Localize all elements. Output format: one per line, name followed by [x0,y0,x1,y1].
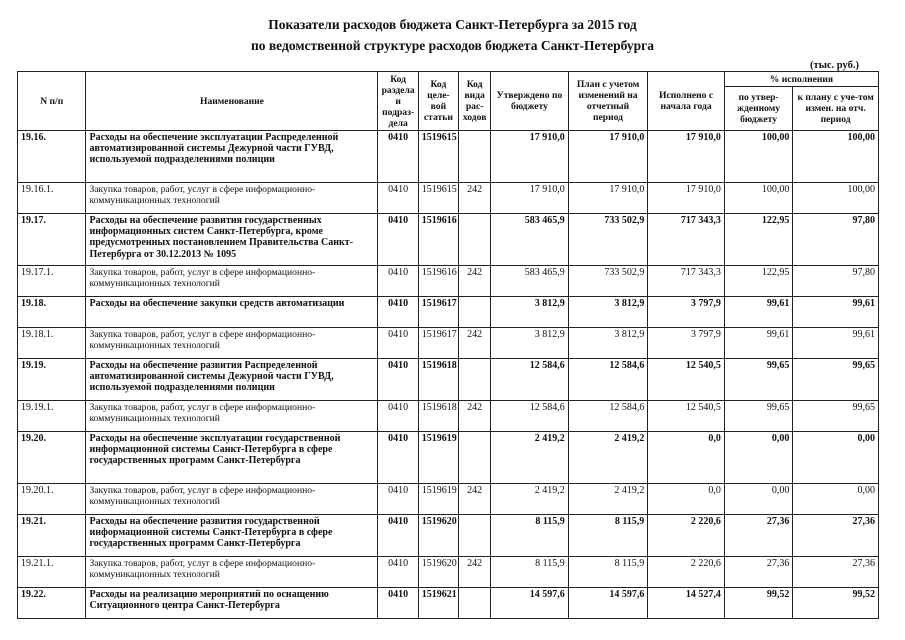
header-np: N п/п [18,72,86,131]
row-pct-utv: 0,00 [724,432,792,484]
row-pct-plan: 97,80 [793,214,879,266]
row-vid [459,359,491,401]
row-name: Расходы на обеспечение эксплуатации государственной информационной системы Санкт-Петербурга в сфере государственных программ Санкт-Петербурга [86,432,378,484]
table-row [18,266,879,297]
row-razdel: 0410 [378,297,418,328]
row-razdel: 0410 [378,266,418,297]
header-pct-plan: к плану с уче-том измен. на отч. период [793,87,879,131]
row-pct-plan: 100,00 [793,131,879,183]
row-isp: 14 527,4 [648,588,725,619]
header-pct-utv: по утвер-жденному бюджету [724,87,792,131]
row-number: 19.17. [18,214,86,266]
row-isp: 12 540,5 [648,359,725,401]
table-row [18,401,879,432]
row-utv: 583 465,9 [491,214,569,266]
table-row [18,328,879,359]
table-row [18,432,879,484]
row-razdel: 0410 [378,432,418,484]
row-utv: 8 115,9 [491,515,569,557]
row-razdel: 0410 [378,183,418,214]
row-name: Расходы на обеспечение эксплуатации Распределенной автоматизированной системы Дежурной части ГУВД, используемой подразделениями полиции [86,131,378,183]
row-plan: 3 812,9 [568,328,648,359]
row-razdel: 0410 [378,328,418,359]
row-utv: 8 115,9 [491,557,569,588]
table-row [18,557,879,588]
row-statia: 1519619 [418,432,458,484]
row-vid [459,214,491,266]
table-row [18,484,879,515]
row-name: Закупка товаров, работ, услуг в сфере информационно-коммуникационных технологий [86,328,378,359]
row-name: Расходы на обеспечение развития Распределенной автоматизированной системы Дежурной части ГУВД, используемой подразделениями полиции [86,359,378,401]
row-utv: 12 584,6 [491,401,569,432]
row-isp: 0,0 [648,432,725,484]
row-statia: 1519615 [418,183,458,214]
header-isp: Исполнено с начала года [648,72,725,131]
row-pct-plan: 0,00 [793,484,879,515]
row-isp: 17 910,0 [648,131,725,183]
row-pct-plan: 27,36 [793,515,879,557]
table-row [18,515,879,557]
row-name: Закупка товаров, работ, услуг в сфере информационно-коммуникационных технологий [86,183,378,214]
row-statia: 1519617 [418,328,458,359]
row-isp: 17 910,0 [648,183,725,214]
table-row [18,359,879,401]
row-razdel: 0410 [378,131,418,183]
row-plan: 14 597,6 [568,588,648,619]
row-vid: 242 [459,328,491,359]
row-number: 19.21. [18,515,86,557]
row-pct-plan: 100,00 [793,183,879,214]
row-pct-utv: 0,00 [724,484,792,515]
header-name: Наименование [86,72,378,131]
units-label: (тыс. руб.) [810,60,859,71]
header-utv: Утверждено по бюджету [491,72,569,131]
row-name: Закупка товаров, работ, услуг в сфере информационно-коммуникационных технологий [86,557,378,588]
row-utv: 3 812,9 [491,328,569,359]
row-utv: 17 910,0 [491,131,569,183]
row-plan: 733 502,9 [568,266,648,297]
row-vid: 242 [459,266,491,297]
row-name: Расходы на реализацию мероприятий по оснащению Ситуационного центра Санкт-Петербурга [86,588,378,619]
row-pct-utv: 27,36 [724,557,792,588]
row-razdel: 0410 [378,214,418,266]
row-vid: 242 [459,557,491,588]
expenditure-table [17,71,879,619]
row-plan: 2 419,2 [568,432,648,484]
header-razdel: Код раздела и подраз-дела [378,72,418,131]
row-pct-plan: 0,00 [793,432,879,484]
row-pct-utv: 27,36 [724,515,792,557]
header-plan: План с учетом изменений на отчетный период [568,72,648,131]
row-number: 19.20.1. [18,484,86,515]
row-plan: 3 812,9 [568,297,648,328]
row-isp: 2 220,6 [648,557,725,588]
row-plan: 12 584,6 [568,401,648,432]
row-vid [459,297,491,328]
row-number: 19.16. [18,131,86,183]
row-pct-utv: 100,00 [724,131,792,183]
row-name: Расходы на обеспечение закупки средств автоматизации [86,297,378,328]
row-isp: 717 343,3 [648,214,725,266]
row-isp: 0,0 [648,484,725,515]
row-plan: 17 910,0 [568,131,648,183]
row-pct-plan: 99,65 [793,359,879,401]
row-statia: 1519615 [418,131,458,183]
row-name: Закупка товаров, работ, услуг в сфере информационно-коммуникационных технологий [86,401,378,432]
header-vid: Код вида рас-ходов [459,72,491,131]
row-razdel: 0410 [378,588,418,619]
row-number: 19.19.1. [18,401,86,432]
row-pct-utv: 99,65 [724,401,792,432]
table-body [18,131,879,619]
row-name: Закупка товаров, работ, услуг в сфере информационно-коммуникационных технологий [86,484,378,515]
row-pct-plan: 99,52 [793,588,879,619]
row-razdel: 0410 [378,401,418,432]
row-number: 19.17.1. [18,266,86,297]
row-plan: 8 115,9 [568,557,648,588]
row-pct-utv: 122,95 [724,214,792,266]
row-utv: 12 584,6 [491,359,569,401]
row-pct-utv: 99,65 [724,359,792,401]
row-pct-utv: 100,00 [724,183,792,214]
report-title-line1: Показатели расходов бюджета Санкт-Петербурга за 2015 год [268,17,637,32]
row-vid: 242 [459,484,491,515]
row-pct-utv: 99,61 [724,297,792,328]
row-pct-utv: 99,61 [724,328,792,359]
table-row [18,131,879,183]
table-row [18,297,879,328]
row-utv: 2 419,2 [491,484,569,515]
row-razdel: 0410 [378,557,418,588]
row-vid: 242 [459,183,491,214]
row-statia: 1519620 [418,557,458,588]
row-vid [459,131,491,183]
row-statia: 1519616 [418,266,458,297]
row-utv: 3 812,9 [491,297,569,328]
row-pct-utv: 122,95 [724,266,792,297]
row-number: 19.18.1. [18,328,86,359]
row-statia: 1519616 [418,214,458,266]
row-statia: 1519617 [418,297,458,328]
row-utv: 17 910,0 [491,183,569,214]
row-statia: 1519621 [418,588,458,619]
row-vid [459,432,491,484]
row-name: Расходы на обеспечение развития государственной информационной системы Санкт-Петербурга в сфере государственных программ Санкт-Петербурга [86,515,378,557]
row-pct-plan: 99,65 [793,401,879,432]
row-plan: 733 502,9 [568,214,648,266]
row-isp: 717 343,3 [648,266,725,297]
row-pct-plan: 97,80 [793,266,879,297]
row-isp: 3 797,9 [648,297,725,328]
row-razdel: 0410 [378,515,418,557]
table-row [18,214,879,266]
row-razdel: 0410 [378,359,418,401]
row-statia: 1519618 [418,401,458,432]
row-isp: 2 220,6 [648,515,725,557]
row-isp: 3 797,9 [648,328,725,359]
row-razdel: 0410 [378,484,418,515]
row-plan: 2 419,2 [568,484,648,515]
row-pct-plan: 99,61 [793,328,879,359]
row-number: 19.22. [18,588,86,619]
row-name: Закупка товаров, работ, услуг в сфере информационно-коммуникационных технологий [86,266,378,297]
row-name: Расходы на обеспечение развития государственных информационных систем Санкт-Петербурга, кроме предусмотренных постановлением Правительства Санкт-Петербурга от 30.12.2013 № 1095 [86,214,378,266]
row-utv: 583 465,9 [491,266,569,297]
header-pct: % исполнения [724,72,878,87]
row-number: 19.16.1. [18,183,86,214]
row-isp: 12 540,5 [648,401,725,432]
table-row [18,588,879,619]
row-vid [459,588,491,619]
row-utv: 14 597,6 [491,588,569,619]
row-number: 19.20. [18,432,86,484]
row-plan: 17 910,0 [568,183,648,214]
report-title-line2: по ведомственной структуре расходов бюджета Санкт-Петербурга [250,38,655,53]
row-pct-plan: 99,61 [793,297,879,328]
row-pct-utv: 99,52 [724,588,792,619]
row-vid: 242 [459,401,491,432]
row-number: 19.21.1. [18,557,86,588]
row-pct-plan: 27,36 [793,557,879,588]
row-number: 19.19. [18,359,86,401]
table-row [18,183,879,214]
row-statia: 1519620 [418,515,458,557]
row-statia: 1519618 [418,359,458,401]
row-utv: 2 419,2 [491,432,569,484]
row-plan: 12 584,6 [568,359,648,401]
row-vid [459,515,491,557]
row-statia: 1519619 [418,484,458,515]
header-statia: Код целе-вой статьи [418,72,458,131]
row-plan: 8 115,9 [568,515,648,557]
table-header [18,72,879,131]
row-number: 19.18. [18,297,86,328]
